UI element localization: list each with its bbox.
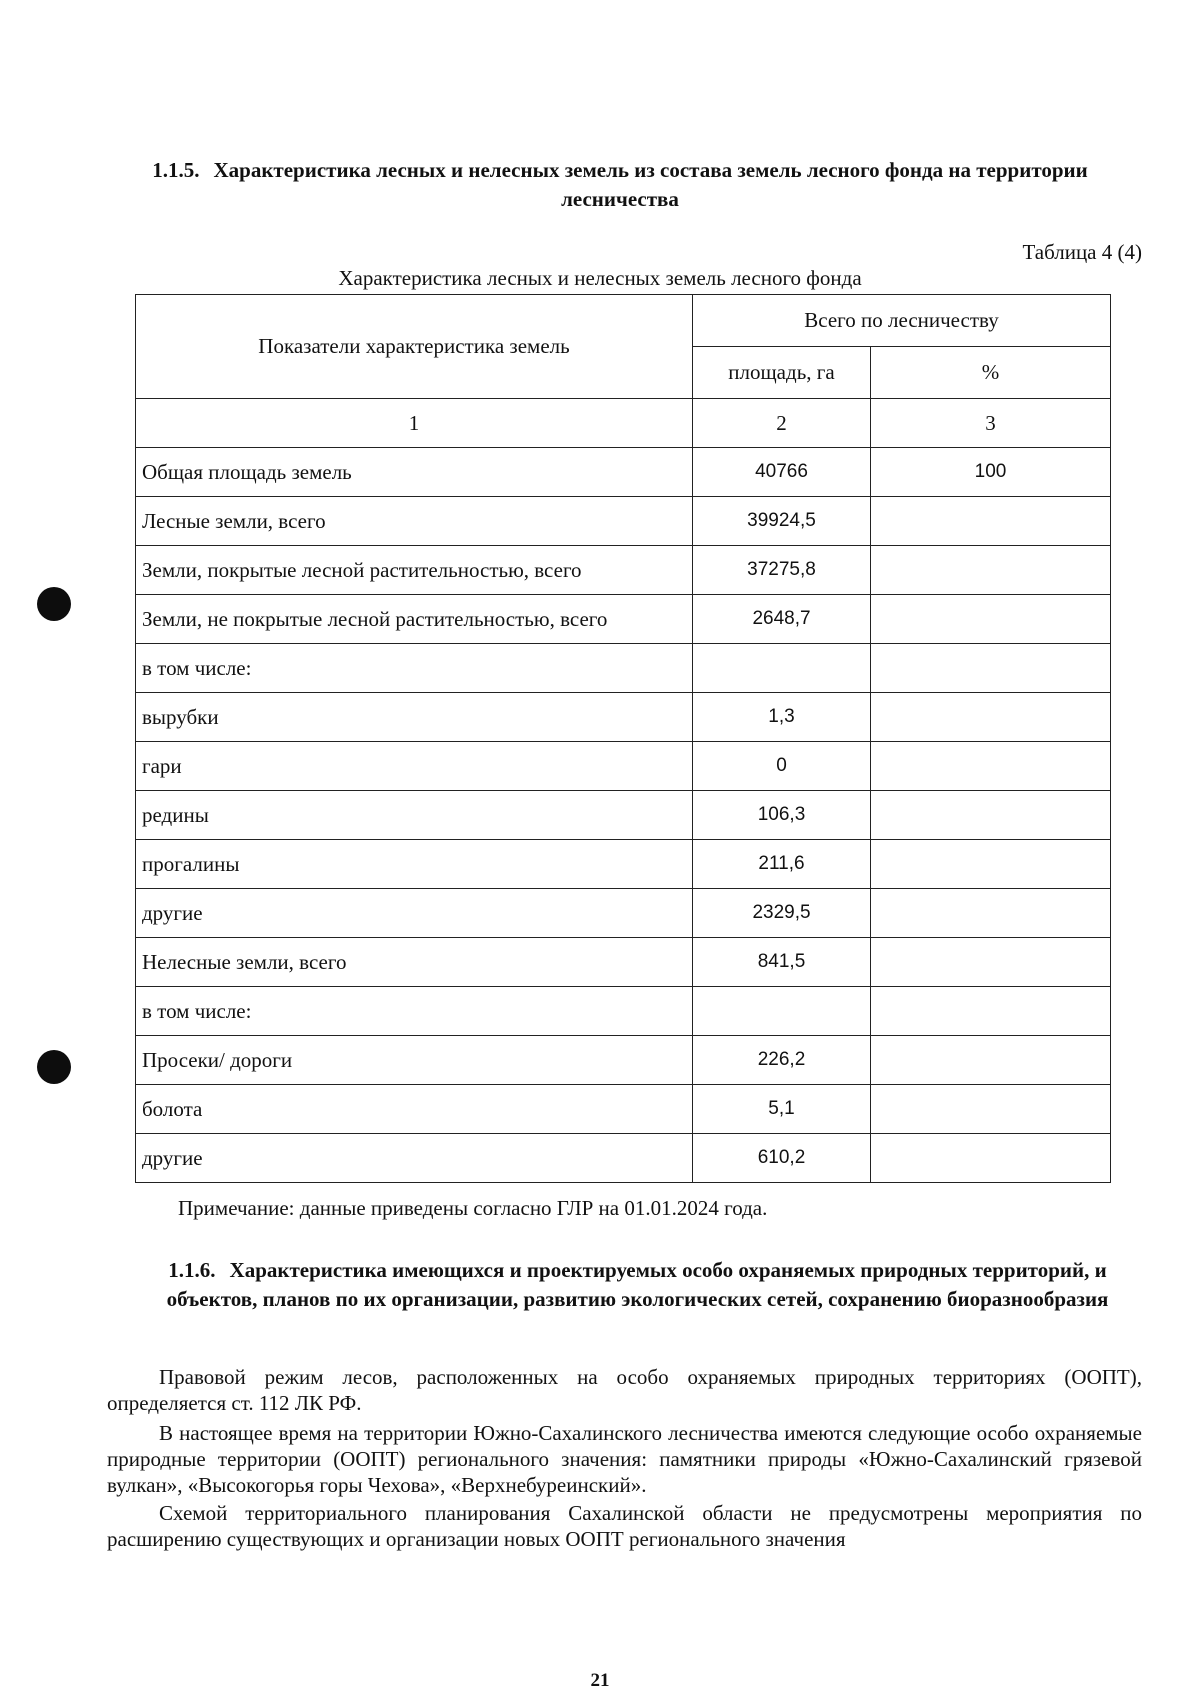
table-row [136,791,1111,840]
row-area: 226,2 [693,1036,871,1085]
row-percent [871,1134,1111,1183]
table-row [136,1036,1111,1085]
section-number: 1.1.5. [152,158,200,182]
row-area: 39924,5 [693,497,871,546]
row-area: 610,2 [693,1134,871,1183]
table-row [136,546,1111,595]
row-label: другие [136,889,693,938]
paragraph-text: Правовой режим лесов, расположенных на особо охраняемых природных территориях (ООПТ), определяется ст. 112 ЛК РФ. [107,1365,1142,1415]
row-area: 2329,5 [693,889,871,938]
paragraph [107,1420,1142,1498]
row-area: 1,3 [693,693,871,742]
section-1-1-5-heading [130,156,1110,214]
row-label: Общая площадь земель [136,448,693,497]
paragraph [107,1364,1142,1416]
row-area: 37275,8 [693,546,871,595]
header-area: площадь, га [693,347,871,399]
row-label: Нелесные земли, всего [136,938,693,987]
row-label: в том числе: [136,644,693,693]
header-indicators: Показатели характеристика земель [136,295,693,399]
row-percent [871,987,1111,1036]
row-label: в том числе: [136,987,693,1036]
row-percent [871,791,1111,840]
section-1-1-6-heading [150,1256,1125,1314]
row-label: гари [136,742,693,791]
table-row [136,448,1111,497]
row-percent [871,938,1111,987]
table-row [136,938,1111,987]
row-percent [871,742,1111,791]
table-row [136,497,1111,546]
table-row [136,742,1111,791]
table-note: Примечание: данные приведены согласно ГЛР на 01.01.2024 года. [178,1196,768,1220]
row-percent [871,889,1111,938]
row-area [693,644,871,693]
index-cell: 1 [136,399,693,448]
table-row [136,840,1111,889]
row-label: прогалины [136,840,693,889]
table-row [136,889,1111,938]
index-row [136,399,1111,448]
row-label: Лесные земли, всего [136,497,693,546]
row-percent [871,840,1111,889]
table-row [136,693,1111,742]
section-number: 1.1.6. [168,1258,216,1282]
row-percent [871,497,1111,546]
row-percent [871,1085,1111,1134]
table-row [136,1134,1111,1183]
row-label: вырубки [136,693,693,742]
index-cell: 3 [871,399,1111,448]
paragraph-text: В настоящее время на территории Южно-Сахалинского лесничества имеются следующие особо охраняемые природные территории (ООПТ) регионального значения: памятники природы «Южно-Сахалинский грязевой вулкан», «Высокогорья горы Чехова», «Верхнебуреинский». [107,1421,1142,1497]
index-cell: 2 [693,399,871,448]
row-area: 211,6 [693,840,871,889]
paragraph [107,1500,1142,1552]
row-label: другие [136,1134,693,1183]
row-area: 2648,7 [693,595,871,644]
row-percent [871,595,1111,644]
row-percent: 100 [871,448,1111,497]
row-label: Земли, не покрытые лесной растительностью, всего [136,595,693,644]
table-number: Таблица 4 (4) [1022,240,1142,264]
row-label: Земли, покрытые лесной растительностью, всего [136,546,693,595]
table-caption: Характеристика лесных и нелесных земель лесного фонда [338,266,862,290]
table-row [136,987,1111,1036]
section-title: Характеристика имеющихся и проектируемых особо охраняемых природных территорий, и объектов, планов по их организации, развитию экологических сетей, сохранению биоразнообразия [166,1258,1109,1311]
section-title: Характеристика лесных и нелесных земель из состава земель лесного фонда на территории лесничества [213,158,1088,211]
land-characteristics-table [135,294,1111,1183]
row-percent [871,1036,1111,1085]
row-area: 0 [693,742,871,791]
row-area: 841,5 [693,938,871,987]
header-percent: % [871,347,1111,399]
row-area: 5,1 [693,1085,871,1134]
punch-hole-bottom [37,1050,71,1084]
row-percent [871,644,1111,693]
punch-hole-top [37,587,71,621]
row-area [693,987,871,1036]
table-row [136,1085,1111,1134]
header-total: Всего по лесничеству [693,295,1111,347]
paragraph-text: Схемой территориального планирования Сахалинской области не предусмотрены мероприятия по расширению существующих и организации новых ООПТ регионального значения [107,1501,1142,1551]
page-number: 21 [590,1670,610,1691]
row-area: 106,3 [693,791,871,840]
row-area: 40766 [693,448,871,497]
row-label: Просеки/ дороги [136,1036,693,1085]
row-label: редины [136,791,693,840]
table-row [136,644,1111,693]
row-label: болота [136,1085,693,1134]
table-row [136,595,1111,644]
row-percent [871,693,1111,742]
row-percent [871,546,1111,595]
